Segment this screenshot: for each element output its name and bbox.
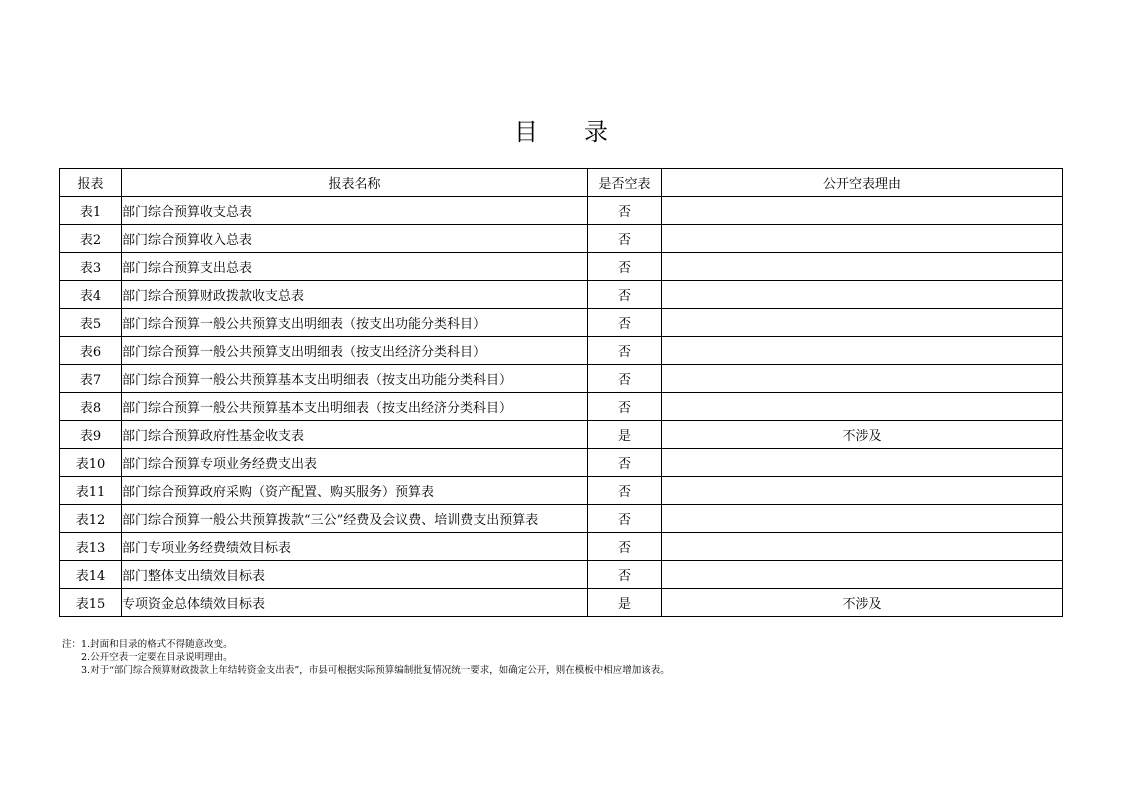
is-empty-value: 否 [588,477,662,505]
table-row [60,477,1063,505]
table-row [60,561,1063,589]
report-no: 表15 [60,589,122,617]
is-empty-value: 是 [588,589,662,617]
report-name: 部门综合预算一般公共预算基本支出明细表（按支出功能分类科目） [122,365,588,393]
report-name: 部门综合预算财政拨款收支总表 [122,281,588,309]
table-row [60,253,1063,281]
reason-value [662,225,1063,253]
report-name: 部门专项业务经费绩效目标表 [122,533,588,561]
is-empty-value: 否 [588,225,662,253]
is-empty-value: 否 [588,253,662,281]
report-no: 表4 [60,281,122,309]
report-name: 部门综合预算政府性基金收支表 [122,421,588,449]
reason-value [662,449,1063,477]
reason-value [662,365,1063,393]
is-empty-value: 否 [588,505,662,533]
report-no: 表12 [60,505,122,533]
table-row [60,281,1063,309]
report-name: 专项资金总体绩效目标表 [122,589,588,617]
report-no: 表14 [60,561,122,589]
is-empty-value: 否 [588,365,662,393]
reason-value [662,197,1063,225]
report-name: 部门综合预算一般公共预算拨款“三公”经费及会议费、培训费支出预算表 [122,505,588,533]
footnote-1: 注：1.封面和目录的格式不得随意改变。 [62,639,233,650]
table-row [60,365,1063,393]
table-row [60,337,1063,365]
report-no: 表13 [60,533,122,561]
reason-value [662,533,1063,561]
is-empty-value: 否 [588,309,662,337]
is-empty-value: 否 [588,197,662,225]
header-report-name: 报表名称 [122,169,588,197]
table-row [60,505,1063,533]
table-row [60,197,1063,225]
is-empty-value: 否 [588,449,662,477]
is-empty-value: 是 [588,421,662,449]
title-char-1: 目 [514,118,538,146]
table-row [60,393,1063,421]
is-empty-value: 否 [588,281,662,309]
title-char-2: 录 [584,118,608,146]
table-row [60,421,1063,449]
report-no: 表5 [60,309,122,337]
is-empty-value: 否 [588,533,662,561]
report-no: 表10 [60,449,122,477]
report-name: 部门综合预算收入总表 [122,225,588,253]
is-empty-value: 否 [588,337,662,365]
table-row [60,449,1063,477]
is-empty-value: 否 [588,393,662,421]
catalog-table [59,168,1063,617]
report-name: 部门综合预算支出总表 [122,253,588,281]
footnote-2: 2.公开空表一定要在目录说明理由。 [81,652,233,663]
report-name: 部门综合预算收支总表 [122,197,588,225]
footnotes [62,638,670,677]
report-name: 部门整体支出绩效目标表 [122,561,588,589]
report-name: 部门综合预算政府采购（资产配置、购买服务）预算表 [122,477,588,505]
reason-value [662,281,1063,309]
reason-value: 不涉及 [662,589,1063,617]
report-no: 表11 [60,477,122,505]
header-reason: 公开空表理由 [662,169,1063,197]
table-header-row [60,169,1063,197]
is-empty-value: 否 [588,561,662,589]
reason-value [662,309,1063,337]
report-name: 部门综合预算一般公共预算基本支出明细表（按支出经济分类科目） [122,393,588,421]
reason-value [662,393,1063,421]
reason-value [662,337,1063,365]
footnote-3: 3.对于“部门综合预算财政拨款上年结转资金支出表”，市县可根据实际预算编制批复情况统一要求，如确定公开，则在模板中相应增加该表。 [81,665,670,676]
report-no: 表9 [60,421,122,449]
report-name: 部门综合预算一般公共预算支出明细表（按支出经济分类科目） [122,337,588,365]
report-no: 表8 [60,393,122,421]
reason-value [662,477,1063,505]
page-title [0,112,1122,147]
header-is-empty: 是否空表 [588,169,662,197]
table-row [60,589,1063,617]
report-name: 部门综合预算专项业务经费支出表 [122,449,588,477]
table-row [60,309,1063,337]
report-name: 部门综合预算一般公共预算支出明细表（按支出功能分类科目） [122,309,588,337]
reason-value: 不涉及 [662,421,1063,449]
report-no: 表7 [60,365,122,393]
reason-value [662,253,1063,281]
reason-value [662,561,1063,589]
report-no: 表1 [60,197,122,225]
report-no: 表3 [60,253,122,281]
report-no: 表2 [60,225,122,253]
reason-value [662,505,1063,533]
table-row [60,533,1063,561]
table-row [60,225,1063,253]
report-no: 表6 [60,337,122,365]
header-report-no: 报表 [60,169,122,197]
